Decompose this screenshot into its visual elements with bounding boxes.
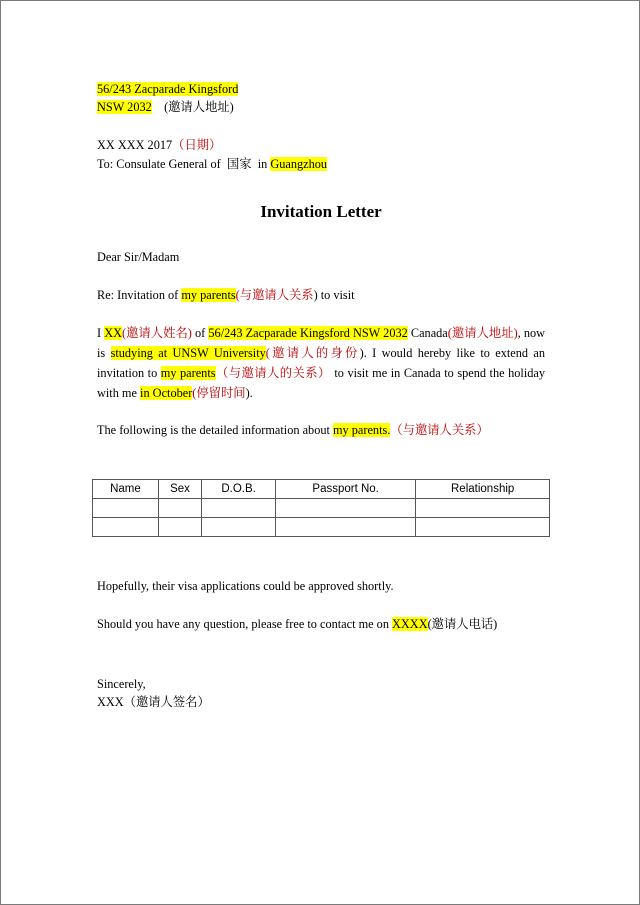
address-line-2	[97, 100, 234, 115]
re-line	[97, 288, 355, 303]
address-line-1	[97, 82, 238, 97]
to-country: 国家	[226, 157, 252, 171]
date-line	[97, 138, 221, 153]
body-text-end: ).	[245, 386, 253, 400]
body-text-canada: Canada	[410, 326, 448, 340]
body-text-extend: ). I would hereby like to extend an invitation to	[97, 346, 545, 380]
hopefully-line: Hopefully, their visa applications could be approved shortly.	[97, 579, 394, 593]
to-city: Guangzhou	[270, 157, 328, 171]
table-cell	[158, 518, 201, 537]
stay-period: in October	[140, 386, 193, 400]
contact-note: (邀请人电话)	[427, 617, 498, 631]
inviter-name: XX	[104, 326, 122, 340]
inviter-status-note: (邀请人的身份	[265, 346, 360, 360]
signature-name: XXX	[97, 695, 124, 709]
table-row	[93, 499, 550, 518]
body-text-visit: to visit me in Canada to spend the holiday with me	[97, 366, 545, 400]
inviter-address-note: (邀请人地址)	[447, 326, 518, 340]
body-text-i: I	[97, 326, 102, 340]
contact-phone: XXXX	[392, 617, 428, 631]
inviter-address: 56/243 Zacparade Kingsford NSW 2032	[208, 326, 408, 340]
table-cell	[158, 499, 201, 518]
body-paragraph	[97, 323, 545, 403]
re-prefix: Re: Invitation of	[97, 288, 179, 302]
signature-note: （邀请人签名）	[123, 695, 210, 709]
table-header-relationship: Relationship	[416, 480, 550, 499]
re-relation-note: (与邀请人关系	[235, 288, 314, 302]
invitee-relation-note: （与邀请人的关系）	[215, 366, 331, 380]
table-header-row	[93, 480, 550, 499]
table-cell	[93, 499, 159, 518]
table-cell	[416, 518, 550, 537]
body-text-now: , now is	[97, 326, 546, 360]
table-header-dob: D.O.B.	[202, 480, 276, 499]
table-header-passport: Passport No.	[276, 480, 416, 499]
date-note: （日期）	[172, 138, 222, 152]
table-cell	[202, 499, 276, 518]
signature-line	[97, 695, 210, 710]
address-note: (邀请人地址)	[164, 100, 234, 114]
following-text: The following is the detailed information about	[97, 423, 330, 437]
date-value: XX XXX 2017	[97, 138, 173, 152]
table-cell	[93, 518, 159, 537]
table-cell	[276, 499, 416, 518]
invitee-table	[92, 479, 550, 537]
address-postcode: NSW 2032	[97, 100, 152, 114]
table-cell	[416, 499, 550, 518]
re-relation: my parents	[181, 288, 236, 302]
table-row	[93, 518, 550, 537]
address-street: 56/243 Zacparade Kingsford	[97, 82, 239, 96]
table-cell	[276, 518, 416, 537]
re-suffix: ) to visit	[313, 288, 355, 302]
letter-title: Invitation Letter	[260, 202, 382, 221]
salutation: Dear Sir/Madam	[97, 250, 180, 264]
closing: Sincerely,	[97, 677, 146, 691]
contact-text: Should you have any question, please free to contact me on	[97, 617, 389, 631]
following-note: （与邀请人关系）	[390, 423, 489, 437]
body-text-of: of	[195, 326, 206, 340]
table-cell	[202, 518, 276, 537]
inviter-name-note: (邀请人姓名)	[122, 326, 192, 340]
invitee-relation: my parents	[160, 366, 216, 380]
to-prefix: To: Consulate General of	[97, 157, 221, 171]
to-in: in	[257, 157, 268, 171]
to-line	[97, 157, 327, 172]
contact-line	[97, 617, 497, 632]
following-line	[97, 423, 489, 438]
table-header-name: Name	[93, 480, 159, 499]
following-relation: my parents.	[332, 423, 391, 437]
table-header-sex: Sex	[158, 480, 201, 499]
inviter-status: studying at UNSW University	[110, 346, 266, 360]
stay-period-note: (停留时间	[192, 386, 246, 400]
